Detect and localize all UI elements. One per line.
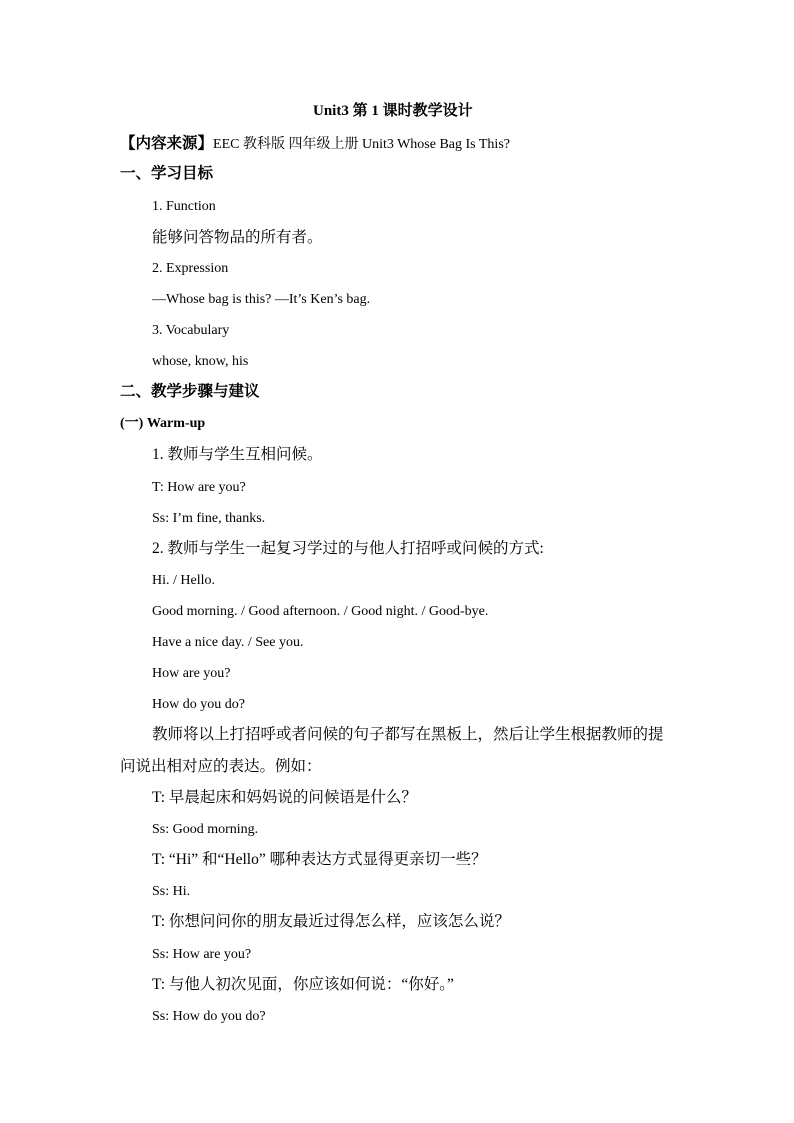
step-2: 2. 教师与学生一起复习学过的与他人打招呼或问候的方式: (152, 540, 544, 557)
example-question-3: T: 你想问问你的朋友最近过得怎么样，应该怎么说？ (152, 913, 510, 930)
paragraph-line-1: 教师将以上打招呼或者问候的句子都写在黑板上，然后让学生根据教师的提 (152, 726, 664, 743)
dialogue-students-1: Ss: I’m fine, thanks. (152, 511, 266, 526)
paragraph-line-2: 问说出相对应的表达。例如： (120, 758, 322, 775)
objective-3-text: whose, know, his (152, 354, 249, 369)
source-label: 【内容来源】 (120, 135, 214, 152)
section-heading-steps: 二、教学步骤与建议 (120, 383, 260, 400)
example-question-2: T: “Hi” 和“Hello” 哪种表达方式显得更亲切一些？ (152, 851, 487, 868)
greeting-line-4: How are you? (152, 666, 231, 681)
section-heading-objectives: 一、学习目标 (120, 165, 214, 182)
example-answer-4: Ss: How do you do? (152, 1009, 266, 1024)
greeting-line-5: How do you do? (152, 697, 245, 712)
example-answer-1: Ss: Good morning. (152, 822, 259, 837)
greeting-line-1: Hi. / Hello. (152, 573, 215, 588)
greeting-line-2: Good morning. / Good afternoon. / Good night. / Good-bye. (152, 604, 489, 619)
example-question-4: T: 与他人初次见面，你应该如何说：“你好。” (152, 976, 454, 993)
example-question-1: T: 早晨起床和妈妈说的问候语是什么？ (152, 789, 417, 806)
objective-2-text: —Whose bag is this? —It’s Ken’s bag. (152, 292, 371, 307)
page-title: Unit3 第 1 课时教学设计 (313, 103, 473, 119)
objective-2-label: 2. Expression (152, 261, 229, 276)
step-1: 1. 教师与学生互相问候。 (152, 446, 323, 463)
example-answer-2: Ss: Hi. (152, 884, 191, 899)
subsection-heading-warmup: (一) Warm-up (120, 416, 206, 431)
greeting-line-3: Have a nice day. / See you. (152, 635, 304, 650)
dialogue-teacher-1: T: How are you? (152, 480, 246, 495)
source-line (120, 134, 510, 155)
objective-3-label: 3. Vocabulary (152, 323, 230, 338)
objective-1-label: 1. Function (152, 199, 216, 214)
source-text: EEC 教科版 四年级上册 Unit3 Whose Bag Is This? (213, 137, 510, 152)
example-answer-3: Ss: How are you? (152, 947, 252, 962)
objective-1-text: 能够问答物品的所有者。 (152, 229, 323, 246)
